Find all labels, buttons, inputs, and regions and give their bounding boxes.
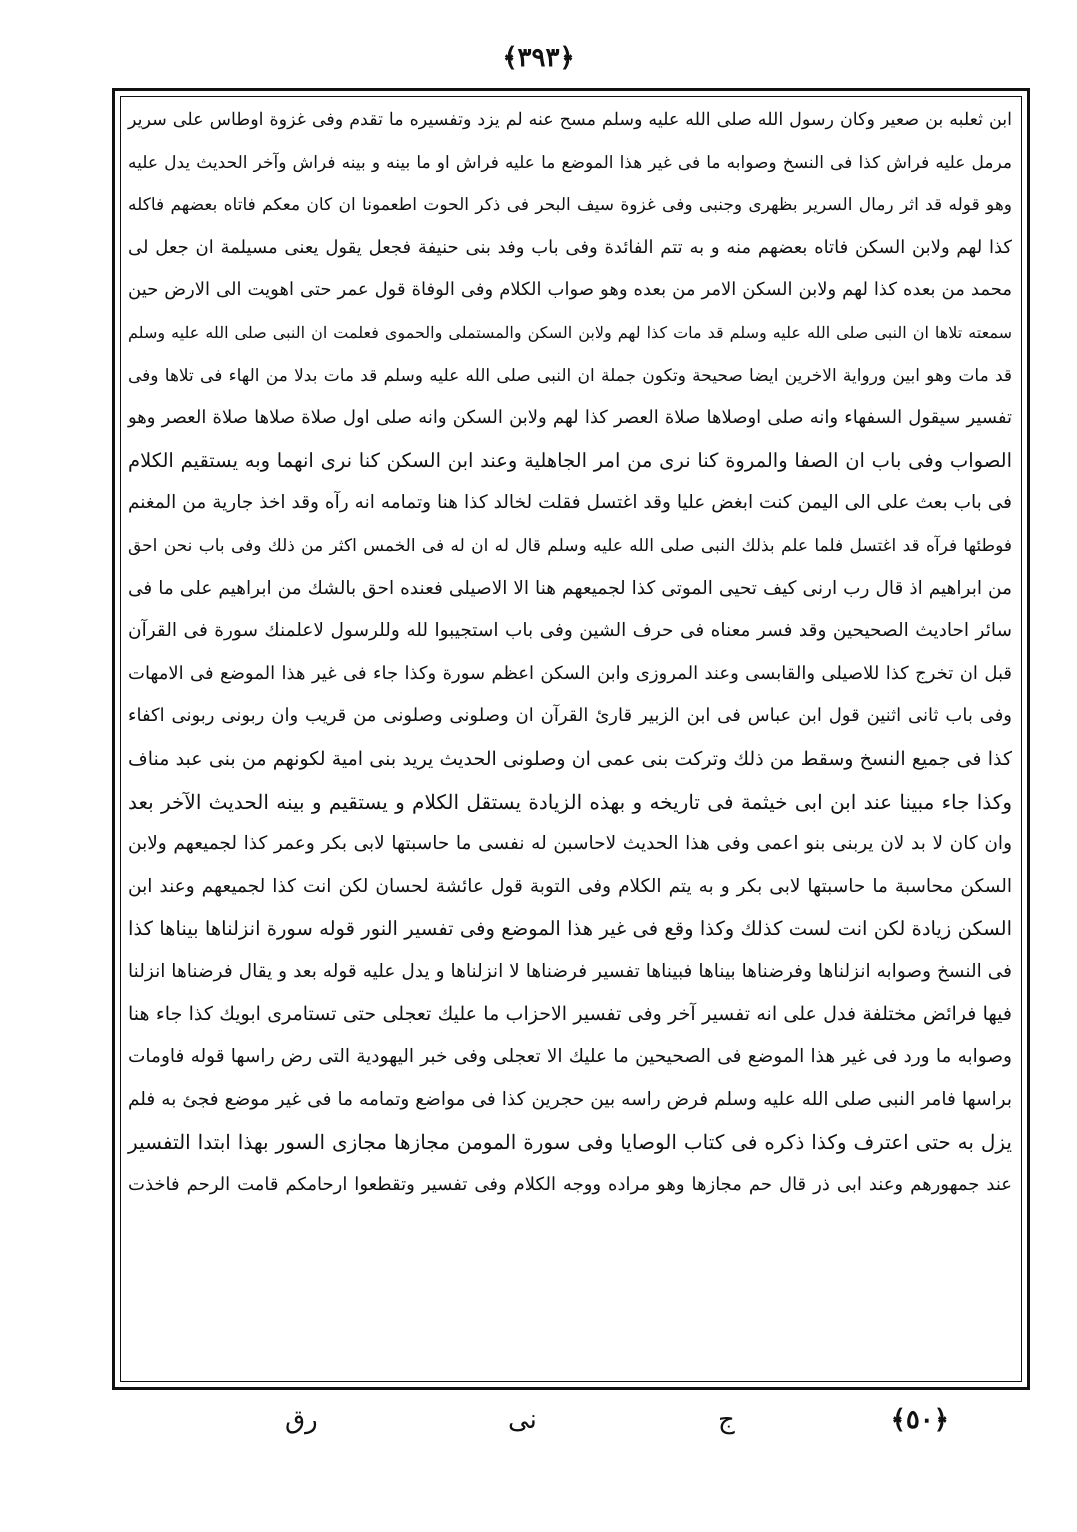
footer-marker-jim: ج xyxy=(718,1405,735,1435)
footer-marker-ni: نى xyxy=(508,1405,537,1435)
text-line: وكذا جاء مبينا عند ابن ابى خيثمة فى تاريخه و بهذه الزيادة يستقل الكلام و يستقيم و بينه الحديث الآخر بعد xyxy=(128,789,1012,814)
text-line: مرمل عليه فراش كذا فى النسخ وصوابه ما فى غير هذا الموضع ما عليه فراش او ما بينه و بينه فراش وآخر الحديث يدل عليه xyxy=(128,152,1012,173)
text-line: السكن محاسبة ما حاسبتها لابى بكر و به يتم الكلام وفى التوبة قول عائشة لحسان لكن انت كذا لجميعهم وعند ابن xyxy=(128,875,1012,897)
text-line: فوطئها فرآه قد اغتسل فلما علم بذلك النبى صلى الله عليه وسلم قال له ان له فى الخمس اكثر من ذلك وفى باب نحن احق xyxy=(128,535,1012,556)
text-line: سائر احاديث الصحيحين وقد فسر معناه فى حرف الشين وفى باب استجيبوا لله وللرسول لاعلمنك سورة فى القرآن xyxy=(128,620,1012,642)
text-line: من ابراهيم اذ قال رب ارنى كيف تحيى الموتى كذا لجميعهم هنا الا الاصيلى فعنده احق بالشك من ابراهيم على ما فى xyxy=(128,577,1012,599)
text-line: وان كان لا بد لان يربنى بنو اعمى وفى هذا الحديث لاحاسبن له نفسى ما حاسبتها لابى بكر وعمر كذا لجميعهم ولابن xyxy=(128,833,1012,855)
text-line: كذا فى جميع النسخ وسقط من ذلك وتركت بنى عمى ان وصلونى الحديث يريد بنى امية لكونهم من بنى عبد مناف xyxy=(128,747,1012,770)
text-line: محمد من بعده كذا لهم ولابن السكن الامر من بعده وهو صواب الكلام وفى الوفاة قول عمر حتى اهويت الى الارض حين xyxy=(128,279,1012,301)
text-line: وصوابه ما ورد فى غير هذا الموضع فى الصحيحين ما عليك الا تعجلى وفى خبر اليهودية التى رض راسها قوله فاومات xyxy=(128,1046,1012,1068)
footer-marker-raq: رق xyxy=(285,1405,318,1435)
page-number: ﴿٣٩٣﴾ xyxy=(502,43,575,73)
text-line: السكن زيادة لكن انت لست كذلك وكذا وقع فى غير هذا الموضع وفى تفسير النور قوله سورة انزلناها بيناها كذا xyxy=(128,917,1012,941)
text-line: سمعته تلاها ان النبى صلى الله عليه وسلم قد مات كذا لهم ولابن السكن والمستملى والحموى فعلمت ان النبى صلى الله عليه وسلم xyxy=(128,322,1012,342)
manuscript-text-block xyxy=(124,99,1016,1379)
text-line: تفسير سيقول السفهاء وانه صلى اوصلاها صلاة العصر كذا لهم ولابن السكن وانه صلى اول صلاة صلاها صلاة العصر وهو xyxy=(128,407,1012,429)
page-footer xyxy=(0,1395,1077,1445)
text-line: فى النسخ وصوابه انزلناها وفرضناها بيناها فبيناها تفسير فرضناها لا انزلناها و يدل عليه قوله بعد و يقال فرضناها انزلنا xyxy=(128,960,1012,982)
text-line: براسها فامر النبى صلى الله عليه وسلم فرض راسه بين حجرين كذا فى مواضع وتمامه ما فى غير موضع فجئ به فلم xyxy=(128,1088,1012,1110)
text-line: قبل ان تخرج كذا للاصيلى والقابسى وعند المروزى وابن السكن اعظم سورة وكذا جاء فى غير هذا الموضع فى الامهات xyxy=(128,662,1012,684)
text-line: كذا لهم ولابن السكن فاتاه بعضهم منه و به تتم الفائدة وفى باب وفد بنى حنيفة فجعل يقول يعنى مسيلمة ان جعل لى xyxy=(128,236,1012,258)
text-line: فيها فرائض مختلفة فدل على انه تفسير آخر وفى تفسير الاحزاب ما عليك تعجلى حتى تستامرى ابويك كذا جاء هنا xyxy=(128,1003,1012,1026)
text-line: وهو قوله قد اثر رمال السرير بظهرى وجنبى وفى غزوة سيف البحر فى ذكر الحوت اطعمونا ان كان معكم فاتاه بعضهم فاكله xyxy=(128,195,1012,216)
text-line: الصواب وفى باب ان الصفا والمروة كنا نرى من امر الجاهلية وعند ابن السكن كنا نرى انهما وبه يستقيم الكلام xyxy=(128,448,1012,472)
text-line: يزل به حتى اعترف وكذا ذكره فى كتاب الوصايا وفى سورة المومن مجازها مجازى السور بهذا ابتدا التفسير xyxy=(128,1130,1012,1155)
text-line: ابن ثعلبه بن صعير وكان رسول الله صلى الله عليه وسلم مسح عنه لم يزد وتفسيره ما تقدم وفى غزوة اوطاس على سرير xyxy=(128,110,1012,130)
text-line: فى باب بعث على الى اليمن كنت ابغض عليا وقد اغتسل فقلت لخالد كذا هنا وتمامه انه رآه وقد اخذ جارية من المغنم xyxy=(128,492,1012,514)
text-line: قد مات وهو ابين ورواية الاخرين ايضا صحيحة وتكون جملة ان النبى صلى الله عليه وسلم قد مات بدلا من الهاء فى تلاها وفى xyxy=(128,365,1012,386)
text-line: عند جمهورهم وعند ابى ذر قال حم مجازها وهو مراده ووجه الكلام وفى تفسير وتقطعوا ارحامكم قامت الرحم فاخذت xyxy=(128,1173,1012,1195)
signature-number: ﴿٥٠﴾ xyxy=(890,1405,949,1435)
text-line: وفى باب ثانى اثنين قول ابن عباس فى ابن الزبير قارئ القرآن ان وصلونى وصلونى من قريب وان ربونى ربونى اكفاء xyxy=(128,705,1012,727)
